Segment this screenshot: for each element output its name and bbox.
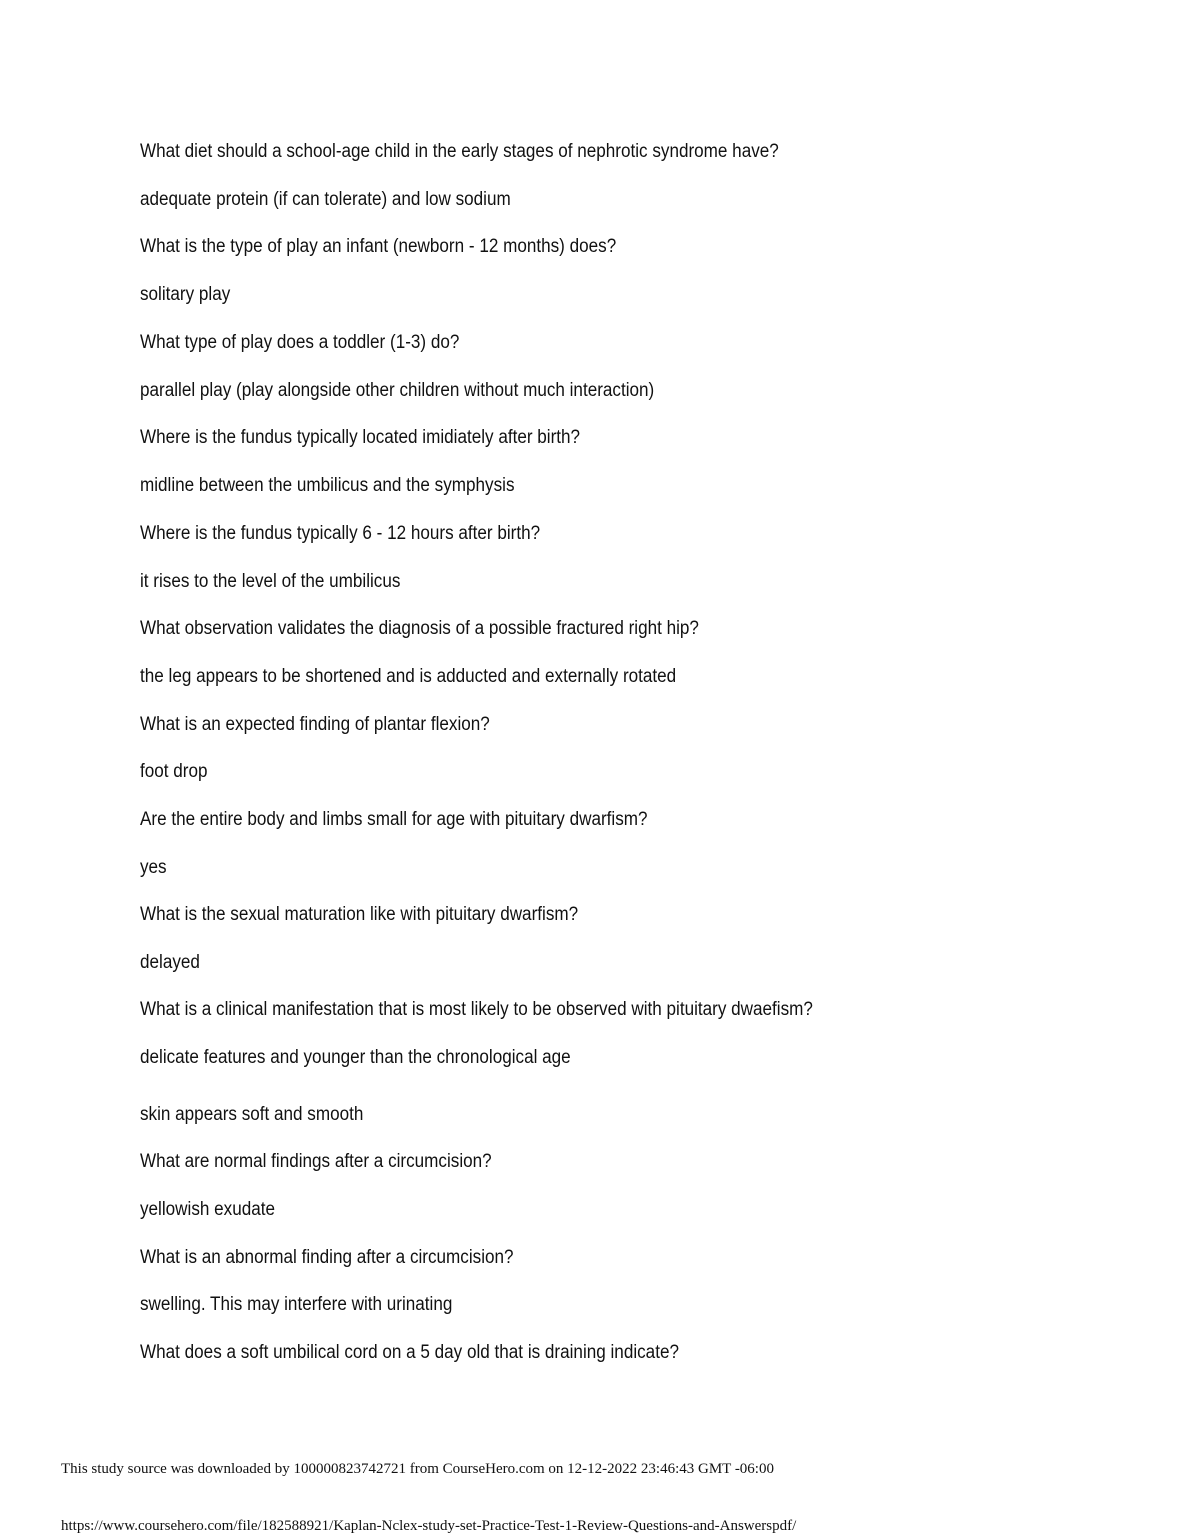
answer-text: skin appears soft and smooth bbox=[140, 1104, 364, 1125]
answer-text: adequate protein (if can tolerate) and low sodium bbox=[140, 189, 511, 210]
answer-text: delayed bbox=[140, 952, 200, 973]
question-text: Where is the fundus typically located imidiately after birth? bbox=[140, 427, 581, 448]
question-text: What diet should a school-age child in the early stages of nephrotic syndrome have? bbox=[140, 141, 779, 162]
question-text: What type of play does a toddler (1-3) do? bbox=[140, 332, 460, 353]
question-text: What is a clinical manifestation that is most likely to be observed with pituitary dwaefism? bbox=[140, 999, 813, 1020]
question-text: Are the entire body and limbs small for age with pituitary dwarfism? bbox=[140, 809, 648, 830]
question-text: What is the type of play an infant (newborn - 12 months) does? bbox=[140, 236, 617, 257]
question-text: What is the sexual maturation like with pituitary dwarfism? bbox=[140, 904, 579, 925]
question-text: What is an abnormal finding after a circumcision? bbox=[140, 1247, 514, 1268]
answer-text: midline between the umbilicus and the symphysis bbox=[140, 475, 515, 496]
answer-text: yellowish exudate bbox=[140, 1199, 275, 1220]
answer-text: swelling. This may interfere with urinating bbox=[140, 1294, 453, 1315]
answer-text: solitary play bbox=[140, 284, 231, 305]
question-text: What are normal findings after a circumcision? bbox=[140, 1151, 492, 1172]
question-text: What observation validates the diagnosis of a possible fractured right hip? bbox=[140, 618, 699, 639]
answer-text: yes bbox=[140, 857, 167, 878]
download-notice: This study source was downloaded by 100000823742721 from CourseHero.com on 12-12-2022 23:46:43 GMT -06:00 bbox=[61, 1461, 774, 1477]
question-text: What is an expected finding of plantar flexion? bbox=[140, 714, 490, 735]
question-text: Where is the fundus typically 6 - 12 hours after birth? bbox=[140, 523, 541, 544]
source-url: https://www.coursehero.com/file/182588921/Kaplan-Nclex-study-set-Practice-Test-1-Review-Questions-and-Answerspdf/ bbox=[61, 1518, 797, 1534]
answer-text: parallel play (play alongside other children without much interaction) bbox=[140, 380, 655, 401]
answer-text: foot drop bbox=[140, 761, 208, 782]
answer-text: delicate features and younger than the chronological age bbox=[140, 1047, 571, 1068]
answer-text: the leg appears to be shortened and is adducted and externally rotated bbox=[140, 666, 677, 687]
question-text: What does a soft umbilical cord on a 5 day old that is draining indicate? bbox=[140, 1342, 679, 1363]
answer-text: it rises to the level of the umbilicus bbox=[140, 571, 401, 592]
